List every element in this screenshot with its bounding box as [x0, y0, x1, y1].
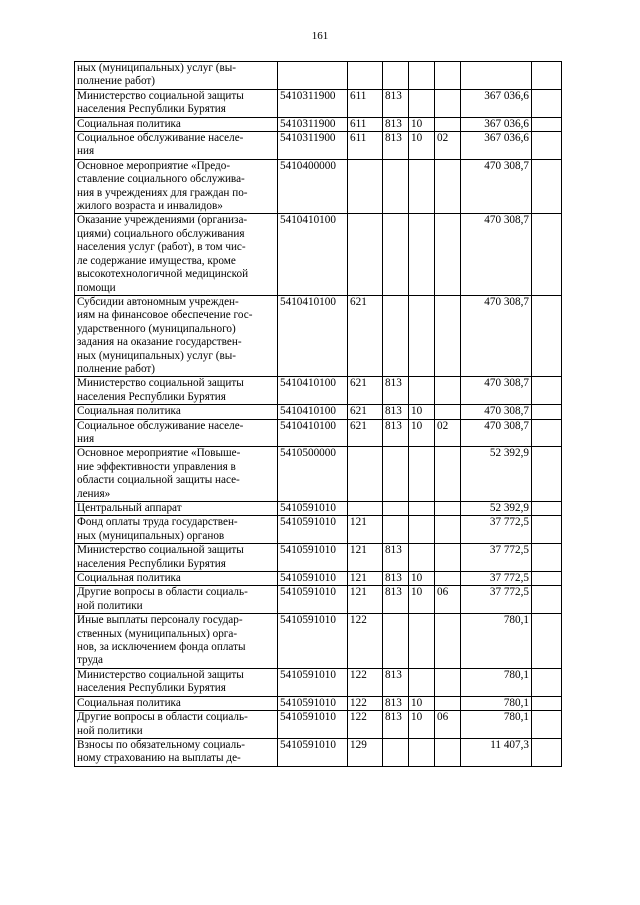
ministry-code-cell: 813: [383, 405, 409, 419]
target-code-cell: 5410591010: [278, 572, 348, 586]
target-code-cell: 5410500000: [278, 447, 348, 502]
subsection-cell: [435, 405, 461, 419]
amount-cell: 470 308,7: [461, 214, 532, 295]
expense-type-cell: 129: [348, 738, 383, 766]
ministry-code-cell: 813: [383, 696, 409, 710]
ministry-code-cell: 813: [383, 668, 409, 696]
amount-cell: 470 308,7: [461, 377, 532, 405]
empty-cell: [532, 544, 562, 572]
table-row: [75, 419, 562, 447]
expense-type-cell: 621: [348, 377, 383, 405]
empty-cell: [532, 405, 562, 419]
target-code-cell: 5410410100: [278, 405, 348, 419]
amount-cell: 780,1: [461, 614, 532, 669]
table-row: [75, 447, 562, 502]
section-cell: [409, 62, 435, 90]
ministry-code-cell: [383, 516, 409, 544]
target-code-cell: 5410591010: [278, 516, 348, 544]
empty-cell: [532, 89, 562, 117]
target-code-cell: 5410591010: [278, 586, 348, 614]
expense-type-cell: [348, 159, 383, 214]
expense-type-cell: 121: [348, 572, 383, 586]
empty-cell: [532, 447, 562, 502]
ministry-code-cell: [383, 159, 409, 214]
expense-type-cell: [348, 447, 383, 502]
target-code-cell: 5410591010: [278, 668, 348, 696]
subsection-cell: 02: [435, 419, 461, 447]
amount-cell: 470 308,7: [461, 295, 532, 376]
budget-table: [74, 61, 562, 767]
ministry-code-cell: [383, 295, 409, 376]
section-cell: [409, 214, 435, 295]
subsection-cell: [435, 502, 461, 516]
row-name-cell: Другие вопросы в области социаль- ной политики: [75, 586, 278, 614]
subsection-cell: [435, 738, 461, 766]
subsection-cell: [435, 614, 461, 669]
table-row: [75, 159, 562, 214]
section-cell: [409, 377, 435, 405]
amount-cell: [461, 62, 532, 90]
target-code-cell: 5410591010: [278, 502, 348, 516]
target-code-cell: 5410410100: [278, 377, 348, 405]
section-cell: 10: [409, 117, 435, 131]
ministry-code-cell: 813: [383, 89, 409, 117]
empty-cell: [532, 419, 562, 447]
table-row: [75, 614, 562, 669]
row-name-cell: Министерство социальной защиты населения Республики Бурятия: [75, 377, 278, 405]
target-code-cell: 5410591010: [278, 614, 348, 669]
amount-cell: 470 308,7: [461, 405, 532, 419]
table-row: [75, 89, 562, 117]
amount-cell: 367 036,6: [461, 89, 532, 117]
empty-cell: [532, 696, 562, 710]
amount-cell: 52 392,9: [461, 502, 532, 516]
expense-type-cell: [348, 62, 383, 90]
amount-cell: 367 036,6: [461, 132, 532, 160]
section-cell: 10: [409, 711, 435, 739]
subsection-cell: [435, 214, 461, 295]
ministry-code-cell: 813: [383, 377, 409, 405]
table-row: [75, 668, 562, 696]
subsection-cell: 06: [435, 711, 461, 739]
section-cell: [409, 295, 435, 376]
section-cell: 10: [409, 572, 435, 586]
ministry-code-cell: 813: [383, 117, 409, 131]
table-row: [75, 214, 562, 295]
ministry-code-cell: 813: [383, 572, 409, 586]
amount-cell: 470 308,7: [461, 159, 532, 214]
target-code-cell: 5410591010: [278, 711, 348, 739]
expense-type-cell: 611: [348, 117, 383, 131]
expense-type-cell: 621: [348, 295, 383, 376]
section-cell: [409, 614, 435, 669]
subsection-cell: [435, 696, 461, 710]
row-name-cell: Социальная политика: [75, 696, 278, 710]
row-name-cell: Центральный аппарат: [75, 502, 278, 516]
ministry-code-cell: 813: [383, 132, 409, 160]
row-name-cell: Основное мероприятие «Повыше- ние эффективности управления в области социальной защиты насе- ления»: [75, 447, 278, 502]
target-code-cell: 5410311900: [278, 117, 348, 131]
empty-cell: [532, 668, 562, 696]
row-name-cell: Социальное обслуживание населе- ния: [75, 419, 278, 447]
row-name-cell: Фонд оплаты труда государствен- ных (муниципальных) органов: [75, 516, 278, 544]
ministry-code-cell: 813: [383, 586, 409, 614]
ministry-code-cell: [383, 62, 409, 90]
row-name-cell: ных (муниципальных) услуг (вы- полнение работ): [75, 62, 278, 90]
amount-cell: 780,1: [461, 668, 532, 696]
table-row: [75, 696, 562, 710]
table-row: [75, 117, 562, 131]
table-row: [75, 295, 562, 376]
table-row: [75, 586, 562, 614]
subsection-cell: 02: [435, 132, 461, 160]
empty-cell: [532, 295, 562, 376]
amount-cell: 780,1: [461, 711, 532, 739]
row-name-cell: Министерство социальной защиты населения Республики Бурятия: [75, 89, 278, 117]
amount-cell: 780,1: [461, 696, 532, 710]
ministry-code-cell: [383, 447, 409, 502]
section-cell: [409, 447, 435, 502]
ministry-code-cell: [383, 614, 409, 669]
amount-cell: 367 036,6: [461, 117, 532, 131]
subsection-cell: [435, 295, 461, 376]
section-cell: [409, 738, 435, 766]
empty-cell: [532, 614, 562, 669]
expense-type-cell: 122: [348, 668, 383, 696]
ministry-code-cell: [383, 502, 409, 516]
empty-cell: [532, 738, 562, 766]
section-cell: 10: [409, 586, 435, 614]
row-name-cell: Министерство социальной защиты населения Республики Бурятия: [75, 668, 278, 696]
expense-type-cell: 611: [348, 132, 383, 160]
subsection-cell: [435, 377, 461, 405]
empty-cell: [532, 502, 562, 516]
row-name-cell: Субсидии автономным учрежден- иям на финансовое обеспечение гос- ударственного (муниципального) задания на оказание государствен- ных (муниципальных) услуг (вы- полнение работ): [75, 295, 278, 376]
target-code-cell: 5410410100: [278, 419, 348, 447]
empty-cell: [532, 377, 562, 405]
ministry-code-cell: [383, 214, 409, 295]
section-cell: [409, 159, 435, 214]
empty-cell: [532, 214, 562, 295]
amount-cell: 37 772,5: [461, 544, 532, 572]
subsection-cell: [435, 62, 461, 90]
expense-type-cell: 121: [348, 516, 383, 544]
subsection-cell: [435, 668, 461, 696]
empty-cell: [532, 586, 562, 614]
table-row: [75, 502, 562, 516]
target-code-cell: 5410410100: [278, 214, 348, 295]
row-name-cell: Взносы по обязательному социаль- ному страхованию на выплаты де-: [75, 738, 278, 766]
section-cell: [409, 516, 435, 544]
table-row: [75, 377, 562, 405]
target-code-cell: 5410311900: [278, 89, 348, 117]
section-cell: 10: [409, 419, 435, 447]
empty-cell: [532, 62, 562, 90]
target-code-cell: 5410591010: [278, 738, 348, 766]
row-name-cell: Министерство социальной защиты населения Республики Бурятия: [75, 544, 278, 572]
table-row: [75, 738, 562, 766]
table-row: [75, 711, 562, 739]
section-cell: [409, 668, 435, 696]
subsection-cell: [435, 516, 461, 544]
ministry-code-cell: 813: [383, 544, 409, 572]
expense-type-cell: 122: [348, 711, 383, 739]
ministry-code-cell: 813: [383, 419, 409, 447]
expense-type-cell: [348, 502, 383, 516]
amount-cell: 11 407,3: [461, 738, 532, 766]
table-row: [75, 544, 562, 572]
amount-cell: 37 772,5: [461, 586, 532, 614]
empty-cell: [532, 516, 562, 544]
target-code-cell: [278, 62, 348, 90]
subsection-cell: [435, 159, 461, 214]
amount-cell: 470 308,7: [461, 419, 532, 447]
expense-type-cell: 621: [348, 405, 383, 419]
empty-cell: [532, 132, 562, 160]
expense-type-cell: 621: [348, 419, 383, 447]
target-code-cell: 5410410100: [278, 295, 348, 376]
row-name-cell: Иные выплаты персоналу государ- ственных (муниципальных) орга- нов, за исключением фонда оплаты труда: [75, 614, 278, 669]
subsection-cell: [435, 117, 461, 131]
empty-cell: [532, 159, 562, 214]
section-cell: [409, 544, 435, 572]
amount-cell: 37 772,5: [461, 572, 532, 586]
table-row: [75, 516, 562, 544]
table-row: [75, 405, 562, 419]
table-row: [75, 62, 562, 90]
expense-type-cell: 611: [348, 89, 383, 117]
row-name-cell: Другие вопросы в области социаль- ной политики: [75, 711, 278, 739]
row-name-cell: Социальная политика: [75, 405, 278, 419]
expense-type-cell: 121: [348, 586, 383, 614]
expense-type-cell: [348, 214, 383, 295]
target-code-cell: 5410311900: [278, 132, 348, 160]
ministry-code-cell: [383, 738, 409, 766]
empty-cell: [532, 711, 562, 739]
target-code-cell: 5410400000: [278, 159, 348, 214]
table-row: [75, 572, 562, 586]
section-cell: [409, 502, 435, 516]
empty-cell: [532, 572, 562, 586]
expense-type-cell: 122: [348, 614, 383, 669]
expense-type-cell: 122: [348, 696, 383, 710]
subsection-cell: [435, 447, 461, 502]
row-name-cell: Социальная политика: [75, 117, 278, 131]
target-code-cell: 5410591010: [278, 696, 348, 710]
target-code-cell: 5410591010: [278, 544, 348, 572]
table-body: [75, 62, 562, 767]
row-name-cell: Оказание учреждениями (организа- циями) социального обслуживания населения услуг (работ), в том чис- ле содержание имущества, кроме высокотехнологичной медицинской помощи: [75, 214, 278, 295]
empty-cell: [532, 117, 562, 131]
amount-cell: 52 392,9: [461, 447, 532, 502]
section-cell: 10: [409, 405, 435, 419]
expense-type-cell: 121: [348, 544, 383, 572]
amount-cell: 37 772,5: [461, 516, 532, 544]
subsection-cell: [435, 572, 461, 586]
subsection-cell: [435, 544, 461, 572]
subsection-cell: [435, 89, 461, 117]
section-cell: 10: [409, 696, 435, 710]
table-row: [75, 132, 562, 160]
section-cell: 10: [409, 132, 435, 160]
page-number: 161: [311, 30, 329, 42]
ministry-code-cell: 813: [383, 711, 409, 739]
row-name-cell: Социальное обслуживание населе- ния: [75, 132, 278, 160]
section-cell: [409, 89, 435, 117]
row-name-cell: Социальная политика: [75, 572, 278, 586]
subsection-cell: 06: [435, 586, 461, 614]
row-name-cell: Основное мероприятие «Предо- ставление социального обслужива- ния в учреждениях для граждан по- жилого возраста и инвалидов»: [75, 159, 278, 214]
